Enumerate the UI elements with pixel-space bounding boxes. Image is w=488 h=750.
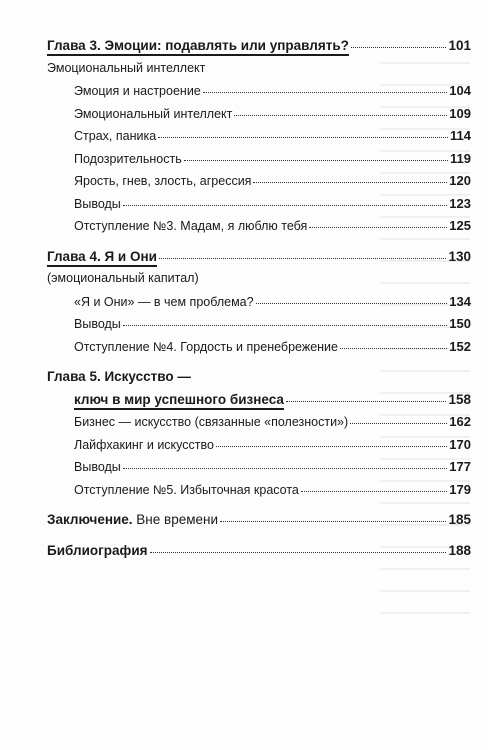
chapter-5-entry-cont[interactable] — [47, 392, 471, 415]
bibliography-title: Библиография — [47, 542, 148, 558]
toc-item[interactable] — [47, 414, 471, 437]
leader-dots — [220, 521, 446, 522]
toc-item-page: 134 — [449, 293, 471, 309]
toc-item-page: 162 — [449, 414, 471, 429]
leader-dots — [351, 47, 447, 48]
chapter-5-title-line2: ключ в мир успешного бизнеса — [74, 392, 284, 410]
toc-item-label: Эмоциональный интеллект — [74, 106, 233, 121]
chapter-4-title: Глава 4. Я и Они — [47, 249, 157, 267]
table-of-contents — [47, 38, 471, 565]
toc-item[interactable] — [47, 482, 471, 505]
conclusion-title-rest: Вне времени — [132, 512, 218, 527]
toc-item[interactable] — [47, 83, 471, 106]
leader-dots — [301, 491, 447, 492]
toc-item[interactable] — [47, 339, 471, 362]
conclusion-entry[interactable] — [47, 512, 471, 535]
chapter-5-title-line1: Глава 5. Искусство — — [47, 369, 191, 384]
toc-item-page: 125 — [449, 218, 471, 233]
leader-dots — [256, 303, 448, 304]
toc-item-page: 114 — [450, 128, 471, 143]
chapter-4-entry[interactable] — [47, 249, 471, 272]
toc-item-label: Выводы — [74, 460, 121, 474]
leader-dots — [159, 258, 447, 259]
toc-item-page: 177 — [449, 459, 471, 474]
leader-dots — [158, 137, 448, 138]
conclusion-title — [47, 512, 218, 527]
toc-item-page: 119 — [450, 150, 471, 166]
toc-item[interactable] — [47, 459, 471, 482]
toc-item-page: 104 — [449, 83, 471, 98]
leader-dots — [234, 115, 447, 116]
toc-item-label: Отступление №3. Мадам, я люблю тебя — [74, 219, 308, 233]
toc-item-page: 170 — [449, 436, 471, 452]
chapter-3-title: Глава 3. Эмоции: подавлять или управлять? — [47, 38, 349, 56]
chapter-3-subtitle: Эмоциональный интеллект — [47, 60, 206, 75]
toc-item-page: 120 — [449, 173, 471, 188]
bibliography-entry[interactable] — [47, 543, 471, 566]
toc-item-page: 109 — [449, 105, 471, 121]
leader-dots — [286, 401, 447, 402]
toc-item[interactable] — [47, 196, 471, 219]
leader-dots — [123, 325, 448, 326]
toc-item-label: «Я и Они» — в чем проблема? — [74, 294, 254, 309]
leader-dots — [340, 348, 447, 349]
toc-item[interactable] — [47, 437, 471, 460]
toc-item-label: Страх, паника — [74, 129, 157, 143]
toc-item-label: Ярость, гнев, злость, агрессия — [74, 174, 252, 188]
toc-item-label: Отступление №4. Гордость и пренебрежение — [74, 339, 338, 354]
conclusion-page: 185 — [448, 512, 471, 527]
leader-dots — [184, 160, 448, 161]
toc-item-page: 179 — [449, 481, 471, 497]
conclusion-title-bold: Заключение. — [47, 512, 133, 527]
toc-item-label: Эмоция и настроение — [74, 84, 201, 98]
chapter-4-subtitle: (эмоциональный капитал) — [47, 271, 199, 285]
toc-item[interactable] — [47, 173, 471, 196]
leader-dots — [203, 92, 448, 93]
leader-dots — [150, 552, 447, 553]
toc-item[interactable] — [47, 151, 471, 174]
toc-item[interactable] — [47, 218, 471, 241]
toc-item[interactable] — [47, 294, 471, 317]
chapter-3-page: 101 — [448, 38, 471, 53]
chapter-5-entry[interactable] — [47, 369, 471, 392]
chapter-3-entry[interactable] — [47, 38, 471, 61]
chapter-5-page: 158 — [448, 391, 471, 407]
toc-item[interactable] — [47, 106, 471, 129]
leader-dots — [216, 446, 447, 447]
leader-dots — [123, 468, 448, 469]
toc-item-label: Выводы — [74, 317, 121, 331]
toc-item-page: 123 — [449, 195, 471, 211]
toc-item-label: Выводы — [74, 196, 121, 211]
toc-item-page: 150 — [449, 316, 471, 331]
leader-dots — [253, 182, 447, 183]
toc-item-label: Бизнес — искусство (связанные «полезности») — [74, 415, 349, 429]
leader-dots — [309, 227, 447, 228]
leader-dots — [123, 205, 448, 206]
toc-item[interactable] — [47, 316, 471, 339]
toc-item-label: Лайфхакинг и искусство — [74, 437, 214, 452]
chapter-4-page: 130 — [448, 248, 471, 264]
leader-dots — [350, 423, 447, 424]
toc-item[interactable] — [47, 128, 471, 151]
bibliography-page: 188 — [448, 542, 471, 558]
toc-item-label: Подозрительность — [74, 151, 182, 166]
toc-item-page: 152 — [449, 338, 471, 354]
toc-item-label: Отступление №5. Избыточная красота — [74, 482, 299, 497]
